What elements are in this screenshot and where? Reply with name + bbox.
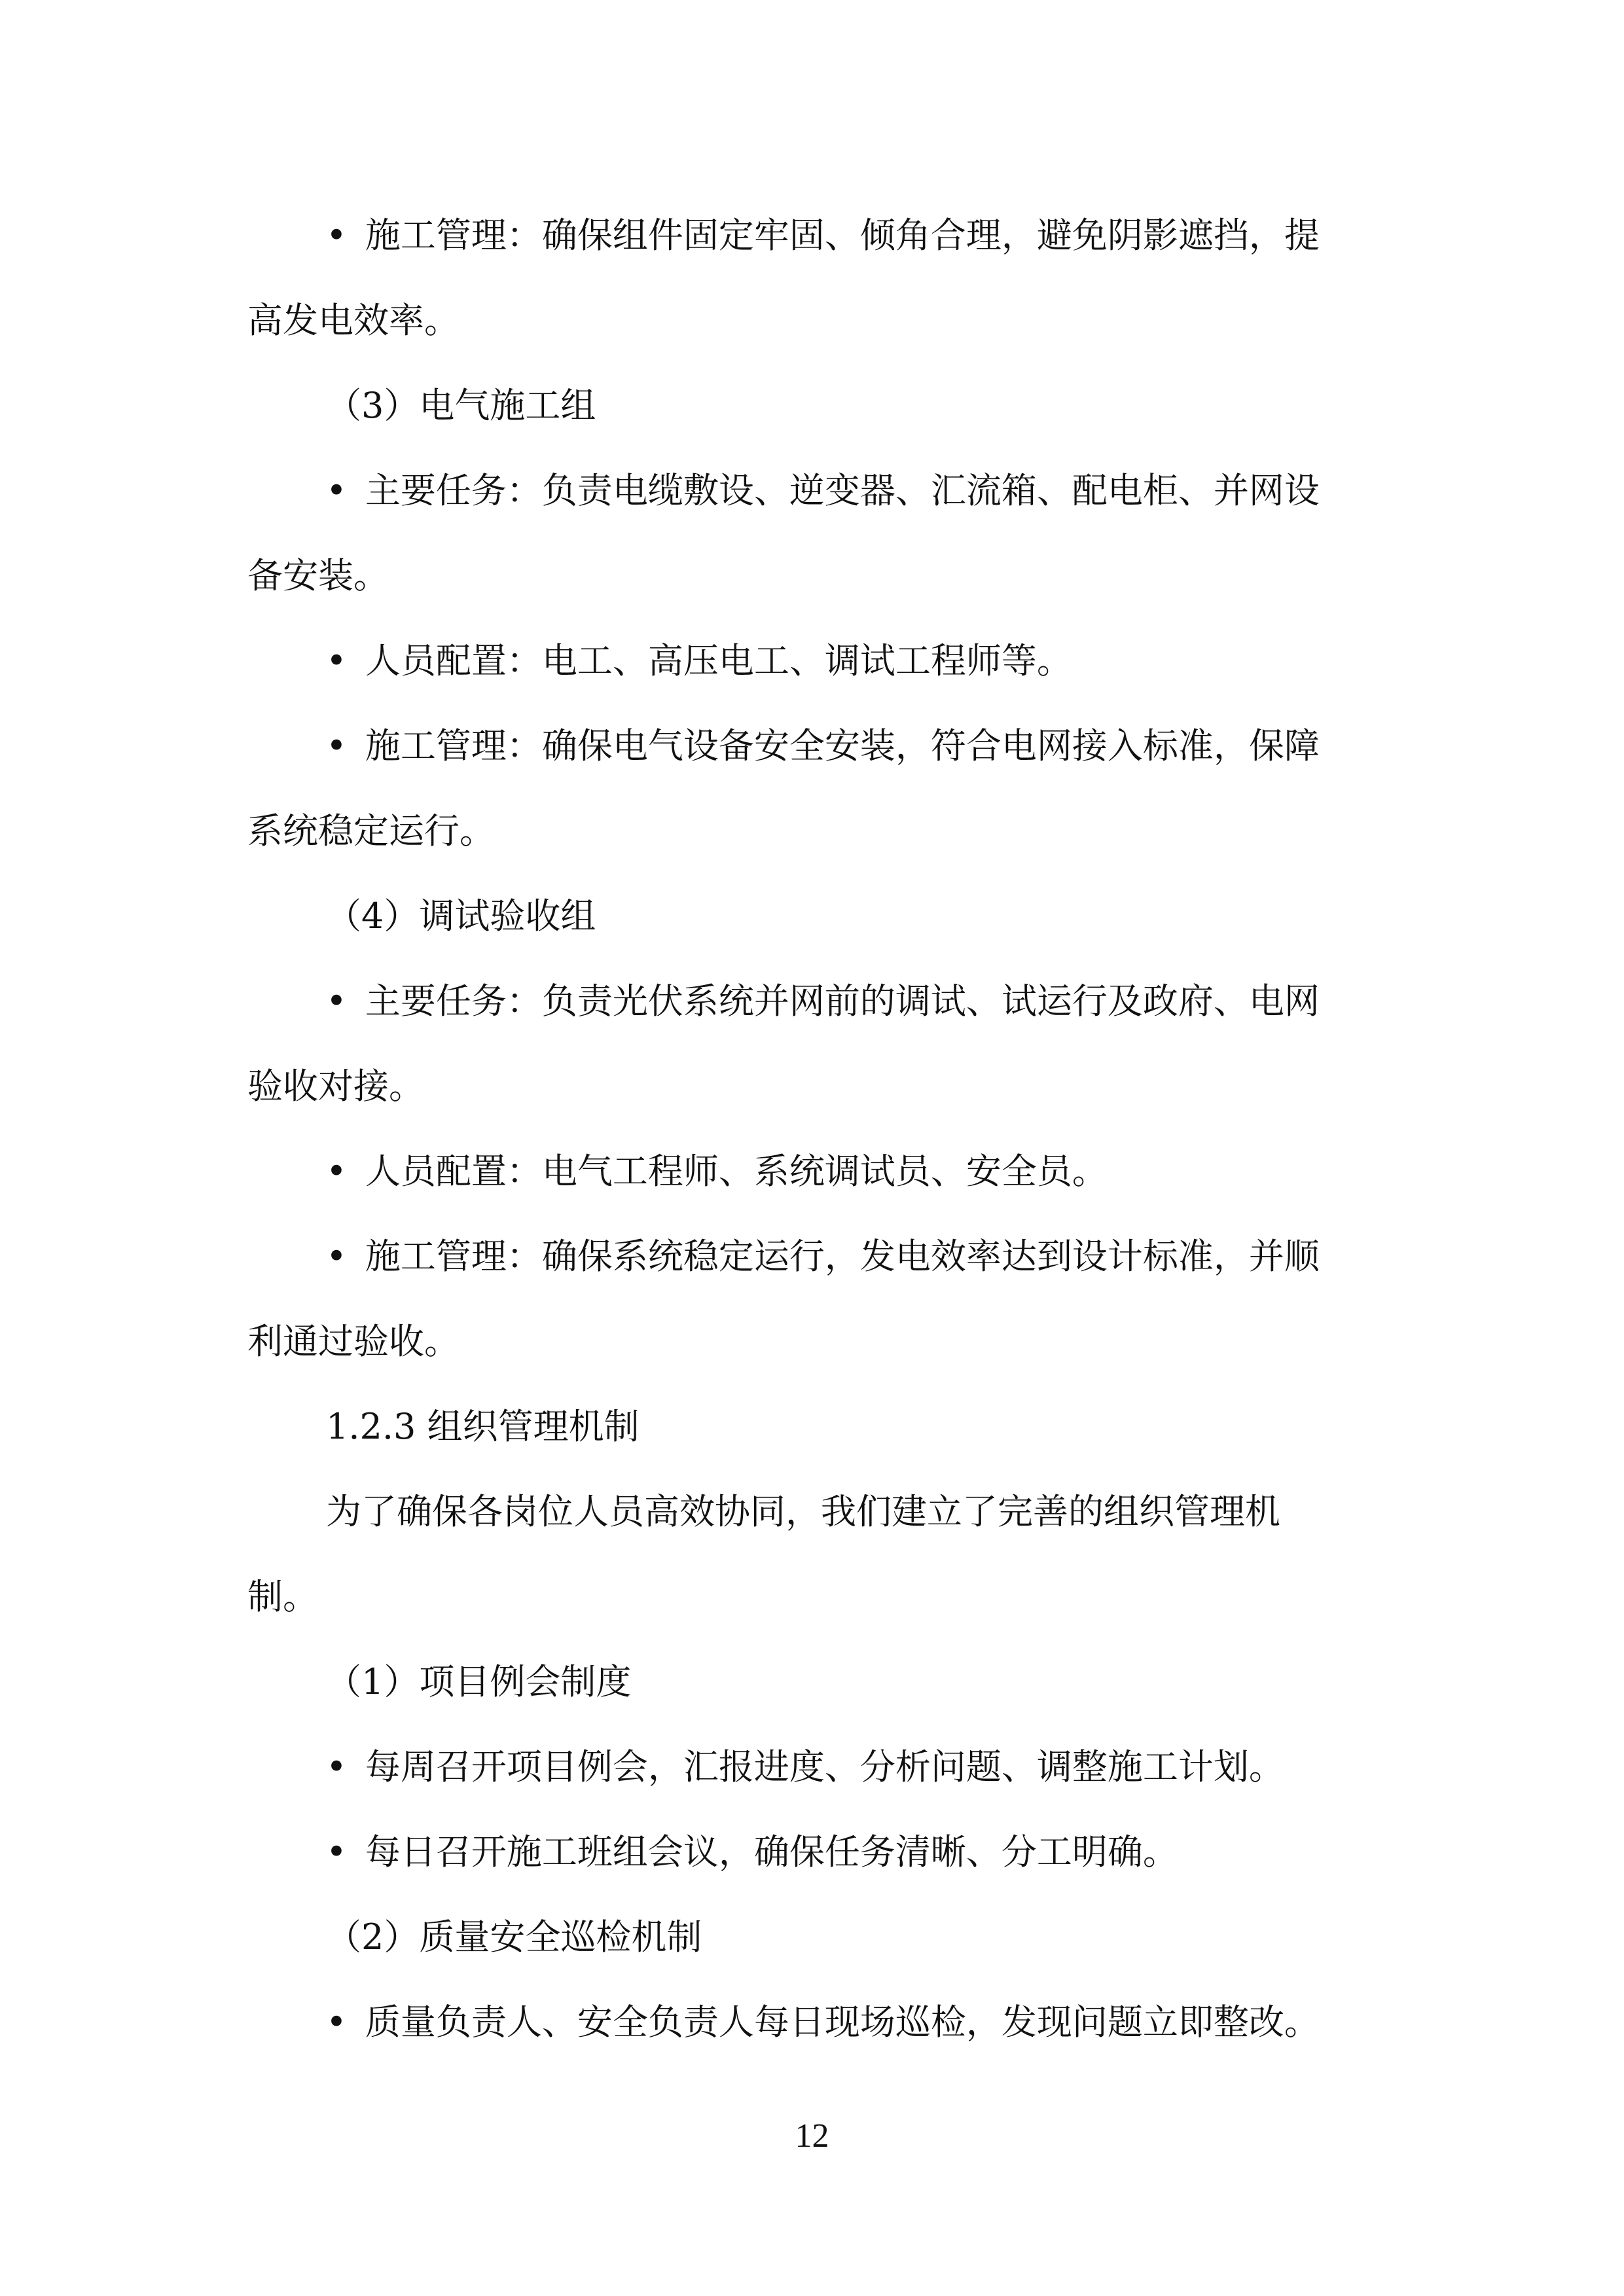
bullet-item-weekly-meeting: • 每周召开项目例会，汇报进度、分析问题、调整施工计划。 (326, 1746, 1284, 1787)
continuation-line: 利通过验收。 (247, 1321, 460, 1362)
bullet-item-electrical-mgmt (247, 725, 1386, 852)
continuation-line: 备安装。 (247, 555, 389, 596)
bullet-line: • 施工管理：确保系统稳定运行，发电效率达到设计标准，并顺 (326, 1236, 1320, 1277)
continuation-line: 高发电效率。 (247, 300, 460, 341)
bullet-item-construction-mgmt-modules (247, 215, 1386, 342)
bullet-line: • 主要任务：负责光伏系统并网前的调试、试运行及政府、电网 (326, 980, 1320, 1022)
bullet-item-electrical-tasks (247, 470, 1386, 597)
bullet-icon: • (326, 640, 347, 681)
bullet-item-commissioning-staff: • 人员配置：电气工程师、系统调试员、安全员。 (326, 1151, 1108, 1192)
bullet-icon: • (326, 725, 347, 766)
section-heading-org-mechanism: 1.2.3 组织管理机制 (326, 1406, 640, 1447)
subheading-quality-safety-inspection: （2）质量安全巡检机制 (326, 1916, 702, 1958)
continuation-line: 验收对接。 (247, 1066, 424, 1107)
bullet-line: • 施工管理：确保电气设备安全安装，符合电网接入标准，保障 (326, 725, 1320, 766)
bullet-line: • 主要任务：负责电缆敷设、逆变器、汇流箱、配电柜、并网设 (326, 470, 1320, 511)
bullet-icon: • (326, 1831, 347, 1873)
bullet-icon: • (326, 1746, 347, 1787)
subheading-electrical-team: （3）电气施工组 (326, 385, 596, 426)
subheading-project-meetings: （1）项目例会制度 (326, 1661, 632, 1702)
bullet-icon: • (326, 2001, 347, 2043)
subheading-commissioning-team: （4）调试验收组 (326, 895, 596, 937)
bullet-icon: • (326, 1236, 347, 1277)
page-body (247, 207, 1386, 2043)
bullet-line: • 施工管理：确保组件固定牢固、倾角合理，避免阴影遮挡，提 (326, 215, 1320, 256)
bullet-item-daily-inspection: • 质量负责人、安全负责人每日现场巡检，发现问题立即整改。 (326, 2001, 1320, 2043)
bullet-icon: • (326, 980, 347, 1022)
bullet-item-commissioning-tasks (247, 980, 1386, 1107)
page-number: 12 (795, 2117, 829, 2155)
continuation-line: 制。 (247, 1576, 318, 1617)
bullet-icon: • (326, 215, 347, 256)
paragraph-org-mechanism-intro (247, 1491, 1386, 1618)
bullet-icon: • (326, 1151, 347, 1192)
paragraph-line: 为了确保各岗位人员高效协同，我们建立了完善的组织管理机 (326, 1491, 1280, 1532)
bullet-item-electrical-staff: • 人员配置：电工、高压电工、调试工程师等。 (326, 640, 1072, 681)
bullet-item-commissioning-mgmt (247, 1236, 1386, 1363)
bullet-item-daily-meeting: • 每日召开施工班组会议，确保任务清晰、分工明确。 (326, 1831, 1178, 1873)
bullet-icon: • (326, 470, 347, 511)
continuation-line: 系统稳定运行。 (247, 810, 495, 852)
